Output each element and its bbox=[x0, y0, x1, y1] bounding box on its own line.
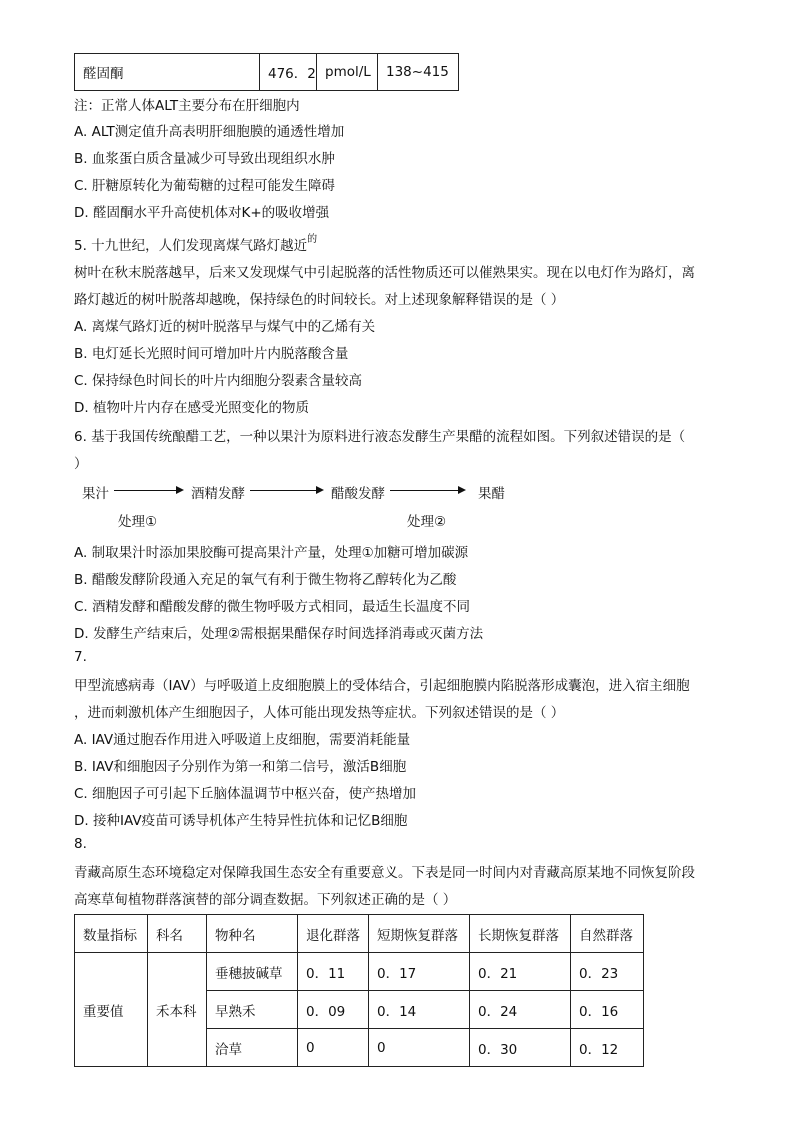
q8-stem-line1: 青藏高原生态环境稳定对保障我国生态安全有重要意义。下表是同一时间内对青藏高原某地不同恢复阶段 bbox=[74, 865, 695, 881]
q8-number: 8. bbox=[74, 836, 87, 852]
table-cell: 0 bbox=[298, 1029, 369, 1067]
q7-option-d: D. 接种IAV疫苗可诱导机体产生特异性抗体和记忆B细胞 bbox=[74, 813, 408, 829]
table-header-cell: 短期恢复群落 bbox=[369, 915, 470, 953]
table-header-cell: 科名 bbox=[148, 915, 207, 953]
table-cell: 0．09 bbox=[298, 991, 369, 1029]
flow-arrow bbox=[250, 490, 322, 491]
table-header-cell: 长期恢复群落 bbox=[470, 915, 571, 953]
q5-stem-text: 5. 十九世纪，人们发现离煤气路灯越近 bbox=[74, 238, 308, 254]
table-note: 注：正常人体ALT主要分布在肝细胞内 bbox=[74, 98, 300, 114]
q6-option-d: D. 发酵生产结束后，处理②需根据果醋保存时间选择消毒或灭菌方法 bbox=[74, 626, 484, 642]
q4-option-a: A. ALT测定值升高表明肝细胞膜的通透性增加 bbox=[74, 124, 345, 140]
flow-step-alcohol: 酒精发酵 bbox=[191, 486, 245, 502]
table-cell: 476．2 bbox=[260, 54, 317, 91]
q5-stem-line2: 树叶在秋末脱落越早，后来又发现煤气中引起脱落的活性物质还可以催熟果实。现在以电灯作为路灯，离 bbox=[74, 265, 695, 281]
q6-option-a: A. 制取果汁时添加果胶酶可提高果汁产量，处理①加糖可增加碳源 bbox=[74, 545, 469, 561]
q5-option-d: D. 植物叶片内存在感受光照变化的物质 bbox=[74, 400, 309, 416]
q5-option-b: B. 电灯延长光照时间可增加叶片内脱落酸含量 bbox=[74, 346, 349, 362]
q5-option-a: A. 离煤气路灯近的树叶脱落早与煤气中的乙烯有关 bbox=[74, 319, 376, 335]
q5-stem-line3: 路灯越近的树叶脱落却越晚，保持绿色的时间较长。对上述现象解释错误的是（ ） bbox=[74, 292, 565, 308]
q6-option-c: C. 酒精发酵和醋酸发酵的微生物呼吸方式相同，最适生长温度不同 bbox=[74, 599, 471, 615]
table-cell: 0．21 bbox=[470, 953, 571, 991]
table-cell: 0．30 bbox=[470, 1029, 571, 1067]
flow-step-juice: 果汁 bbox=[82, 486, 109, 502]
q7-number: 7. bbox=[74, 649, 87, 665]
table-cell: pmol/L bbox=[317, 54, 378, 91]
flow-step-acetic: 醋酸发酵 bbox=[331, 486, 385, 502]
q7-option-b: B. IAV和细胞因子分别作为第一和第二信号，激活B细胞 bbox=[74, 759, 407, 775]
q6-stem-line2: ） bbox=[74, 456, 88, 472]
q4-option-c: C. 肝糖原转化为葡萄糖的过程可能发生障碍 bbox=[74, 178, 336, 194]
table-cell: 早熟禾 bbox=[207, 991, 298, 1029]
table-row bbox=[75, 953, 644, 991]
hormone-table bbox=[74, 53, 459, 91]
table-header-row bbox=[75, 915, 644, 953]
flow-step-vinegar: 果醋 bbox=[478, 486, 505, 502]
table-header-cell: 退化群落 bbox=[298, 915, 369, 953]
table-cell-family: 禾本科 bbox=[148, 953, 207, 1067]
q7-option-c: C. 细胞因子可引起下丘脑体温调节中枢兴奋，使产热增加 bbox=[74, 786, 417, 802]
flow-label-treatment2: 处理② bbox=[407, 514, 447, 530]
table-cell: 138~415 bbox=[378, 54, 459, 91]
q6-stem-line1: 6. 基于我国传统酿醋工艺，一种以果汁为原料进行液态发酵生产果醋的流程如图。下列叙述错误的是（ bbox=[74, 429, 686, 445]
q5-stem-sup: 的 bbox=[307, 234, 318, 245]
table-cell: 垂穗披碱草 bbox=[207, 953, 298, 991]
table-cell-indicator: 重要值 bbox=[75, 953, 148, 1067]
table-row bbox=[75, 54, 459, 91]
flow-label-treatment1: 处理① bbox=[118, 514, 158, 530]
q4-option-d: D. 醛固酮水平升高使机体对K+的吸收增强 bbox=[74, 205, 330, 221]
table-cell: 醛固酮 bbox=[75, 54, 260, 91]
table-cell: 0．17 bbox=[369, 953, 470, 991]
table-header-cell: 物种名 bbox=[207, 915, 298, 953]
community-table bbox=[74, 914, 644, 1067]
q8-stem-line2: 高寒草甸植物群落演替的部分调查数据。下列叙述正确的是（ ） bbox=[74, 892, 457, 908]
q7-stem-line2: ，进而刺激机体产生细胞因子，人体可能出现发热等症状。下列叙述错误的是（ ） bbox=[74, 705, 565, 721]
flow-arrow bbox=[114, 490, 182, 491]
table-header-cell: 自然群落 bbox=[571, 915, 644, 953]
q4-option-b: B. 血浆蛋白质含量减少可导致出现组织水肿 bbox=[74, 151, 335, 167]
flow-arrow bbox=[390, 490, 464, 491]
table-cell: 0．12 bbox=[571, 1029, 644, 1067]
table-cell: 0．23 bbox=[571, 953, 644, 991]
table-cell: 0．14 bbox=[369, 991, 470, 1029]
q7-option-a: A. IAV通过胞吞作用进入呼吸道上皮细胞，需要消耗能量 bbox=[74, 732, 411, 748]
table-cell: 0．24 bbox=[470, 991, 571, 1029]
q5-stem-line1 bbox=[74, 234, 317, 254]
q7-stem-line1: 甲型流感病毒（IAV）与呼吸道上皮细胞膜上的受体结合，引起细胞膜内陷脱落形成囊泡，进入宿主细胞 bbox=[74, 678, 690, 694]
table-cell: 0 bbox=[369, 1029, 470, 1067]
q6-option-b: B. 醋酸发酵阶段通入充足的氧气有利于微生物将乙醇转化为乙酸 bbox=[74, 572, 457, 588]
table-cell: 洽草 bbox=[207, 1029, 298, 1067]
q5-option-c: C. 保持绿色时间长的叶片内细胞分裂素含量较高 bbox=[74, 373, 363, 389]
table-cell: 0．11 bbox=[298, 953, 369, 991]
table-cell: 0．16 bbox=[571, 991, 644, 1029]
table-header-cell: 数量指标 bbox=[75, 915, 148, 953]
